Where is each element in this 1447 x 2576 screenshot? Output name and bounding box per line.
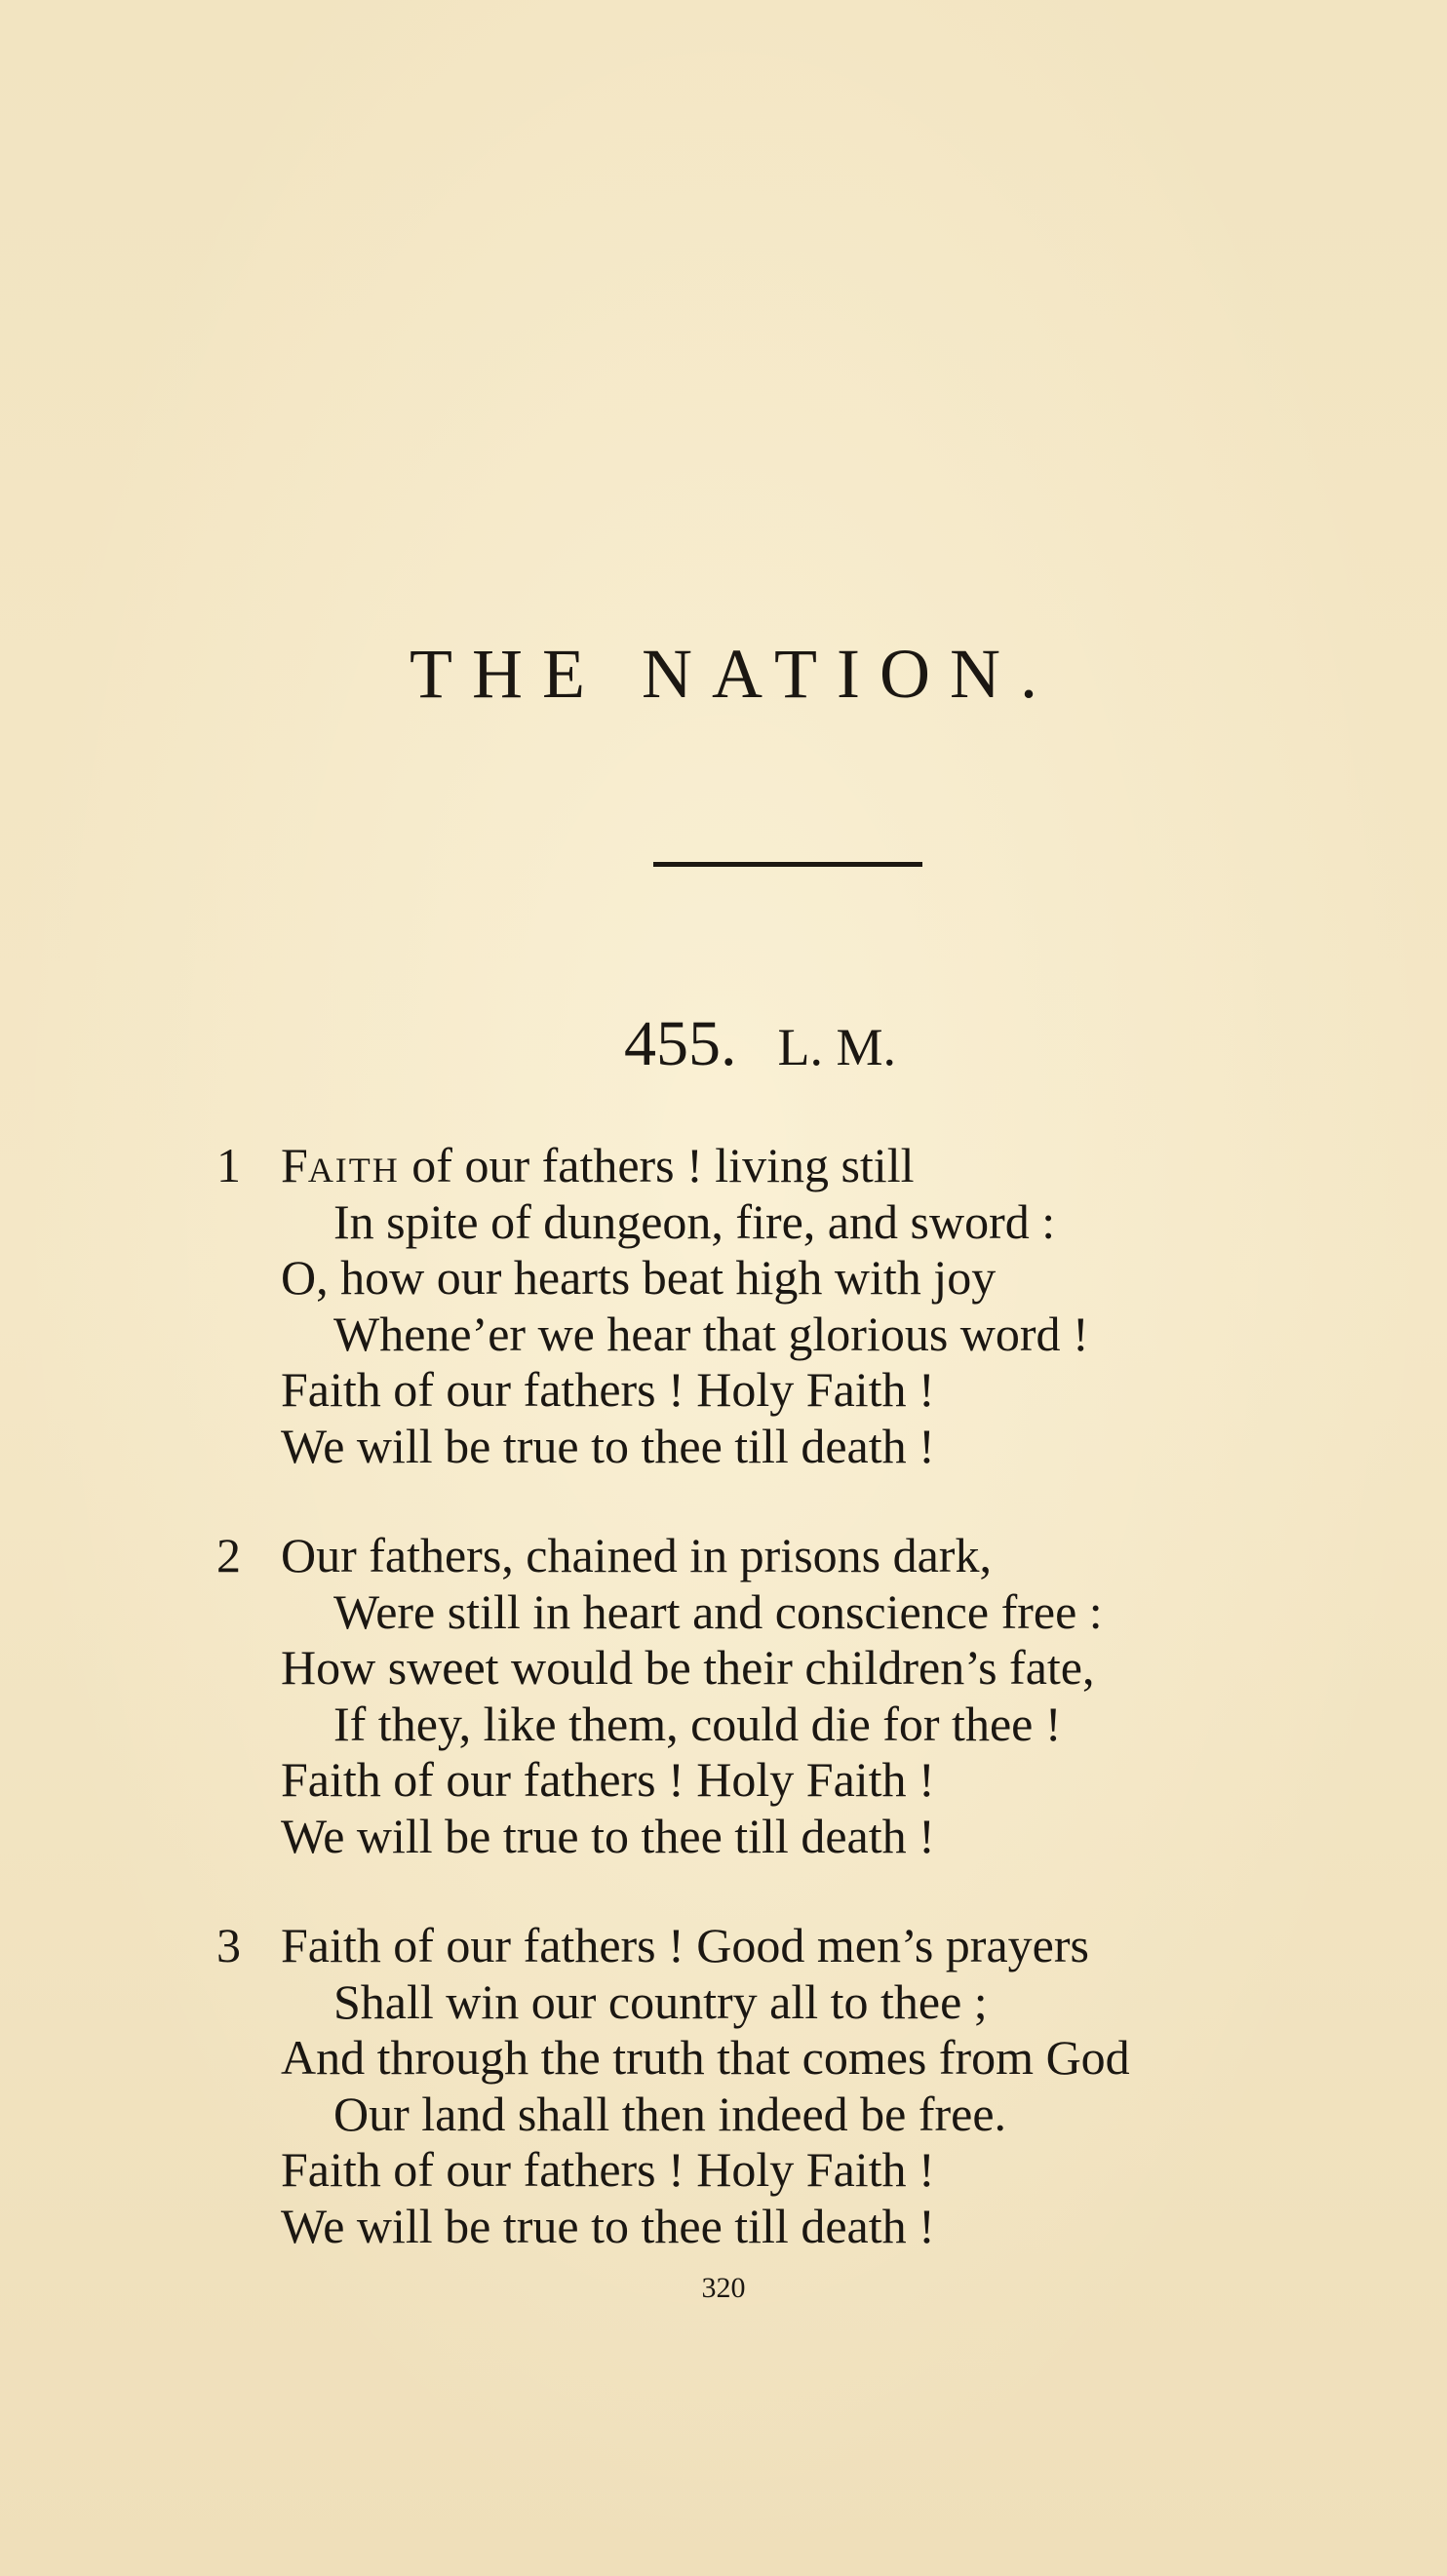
- verse-line: O, how our hearts beat high with joy: [281, 1250, 997, 1305]
- small-caps-word: AITH: [307, 1151, 400, 1190]
- verse-line: Faith of our fathers ! Holy Faith !: [281, 1752, 935, 1807]
- title-divider: [653, 862, 922, 867]
- verse-line: Were still in heart and conscience free :: [333, 1584, 1103, 1639]
- verse-line: If they, like them, could die for thee !: [333, 1697, 1062, 1751]
- verse-line: In spite of dungeon, fire, and sword :: [333, 1194, 1056, 1249]
- hymn-meter: L. M.: [777, 1018, 896, 1076]
- verse-line: We will be true to thee till death !: [281, 1809, 935, 1863]
- verse-line-text: of our fathers ! living still: [399, 1138, 915, 1192]
- verse-line: We will be true to thee till death !: [281, 2199, 935, 2253]
- verse-line: Faith of our fathers ! Holy Faith !: [281, 1362, 935, 1417]
- verse-line: Our land shall then indeed be free.: [333, 2087, 1007, 2141]
- stanza-number: 1: [216, 1138, 241, 1192]
- hymn-heading: [624, 1008, 896, 1079]
- verse-line: Shall win our country all to thee ;: [333, 1974, 988, 2029]
- verse-line: And through the truth that comes from God: [281, 2030, 1130, 2085]
- stanza-number: 2: [216, 1528, 241, 1582]
- hymn-number: 455.: [624, 1008, 737, 1079]
- verse-line: [281, 1138, 915, 1192]
- verse-line: How sweet would be their children’s fate,: [281, 1640, 1095, 1695]
- verse-line: Faith of our fathers ! Holy Faith !: [281, 2142, 935, 2197]
- verse-line: Faith of our fathers ! Good men’s prayers: [281, 1918, 1089, 1972]
- stanza-number: 3: [216, 1918, 241, 1972]
- verse-line: Whene’er we hear that glorious word !: [333, 1307, 1089, 1361]
- drop-initial: F: [281, 1138, 308, 1192]
- verse-line: We will be true to thee till death !: [281, 1419, 935, 1473]
- verse-line: Our fathers, chained in prisons dark,: [281, 1528, 992, 1582]
- page-number: 320: [701, 2272, 746, 2304]
- section-title: THE NATION.: [410, 635, 1057, 713]
